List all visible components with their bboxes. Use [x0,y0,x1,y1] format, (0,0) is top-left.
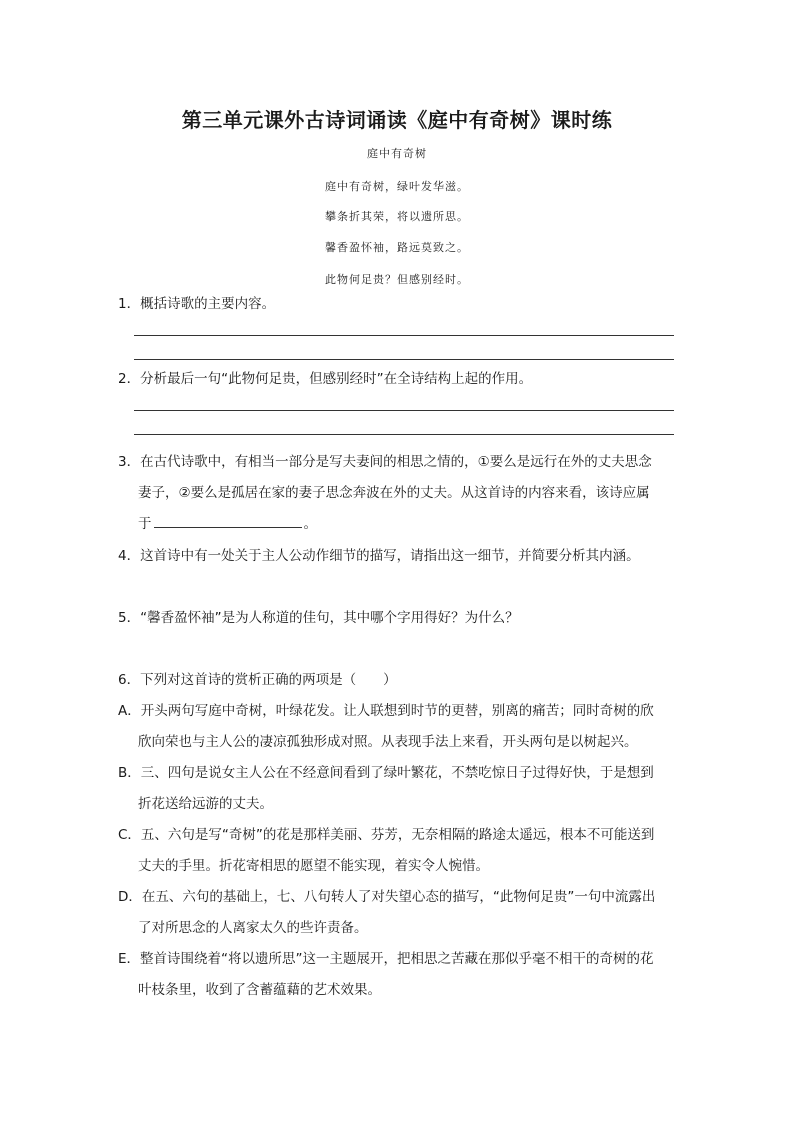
question-3-line-1: 3．在古代诗歌中，有相当一部分是写夫妻间的相思之情的，①要么是远行在外的丈夫思念 [118,454,652,470]
answer-line-2b[interactable] [134,434,674,435]
option-e-line-2: 叶枝条里，收到了含蓄蕴藉的艺术效果。 [138,982,381,998]
answer-line-2a[interactable] [134,410,674,411]
question-3-prefix: 于 [138,516,152,532]
question-1: 1．概括诗歌的主要内容。 [118,296,276,312]
option-c-line-1: C．五、六句是写“奇树”的花是那样美丽、芬芳，无奈相隔的路途太遥远，根本不可能送到 [118,827,655,843]
question-3-suffix: 。 [303,516,317,532]
option-a-line-1: A．开头两句写庭中奇树，叶绿花发。让人联想到时节的更替，别离的痛苦；同时奇树的欣 [118,703,654,719]
option-b-line-1: B．三、四句是说女主人公在不经意间看到了绿叶繁花，不禁吃惊日子过得好快，于是想到 [118,765,654,781]
page-title: 第三单元课外古诗词诵读《庭中有奇树》课时练 [181,108,613,132]
question-3-line-3 [138,509,678,539]
answer-line-1a[interactable] [134,335,674,336]
question-5: 5．“馨香盈怀袖”是为人称道的佳句，其中哪个字用得好？为什么？ [118,610,519,626]
option-a-line-2: 欣向荣也与主人公的凄凉孤独形成对照。从表现手法上来看，开头两句是以树起兴。 [138,734,638,750]
answer-line-1b[interactable] [134,359,674,360]
question-2: 2．分析最后一句“此物何足贵，但感别经时”在全诗结构上起的作用。 [118,371,533,387]
poem-line-3: 馨香盈怀袖，路远莫致之。 [325,241,469,254]
question-3-line-2: 妻子，②要么是孤居在家的妻子思念奔波在外的丈夫。从这首诗的内容来看，该诗应属 [138,485,650,501]
poem-title: 庭中有奇树 [367,147,427,160]
poem-line-1: 庭中有奇树，绿叶发华滋。 [325,180,469,193]
option-e-line-1: E．整首诗围绕着“将以遗所思”这一主题展开，把相思之苦藏在那似乎毫不相干的奇树的花 [118,951,654,967]
option-d-line-2: 了对所思念的人离家太久的些许责备。 [138,920,368,936]
option-d-line-1: D．在五、六句的基础上，七、八句转人了对失望心态的描写，“此物何足贵”一句中流露出 [118,889,656,905]
option-b-line-2: 折花送给远游的丈夫。 [138,796,273,812]
fill-in-blank[interactable] [154,513,302,528]
poem-line-4: 此物何足贵？但感别经时。 [325,273,469,286]
option-c-line-2: 丈夫的手里。折花寄相思的愿望不能实现，着实令人惋惜。 [138,858,489,874]
poem-line-2: 攀条折其荣，将以遗所思。 [325,210,469,223]
question-4: 4．这首诗中有一处关于主人公动作细节的描写，请指出这一细节，并简要分析其内涵。 [118,548,640,564]
question-6: 6．下列对这首诗的赏析正确的两项是（ ） [118,672,397,688]
